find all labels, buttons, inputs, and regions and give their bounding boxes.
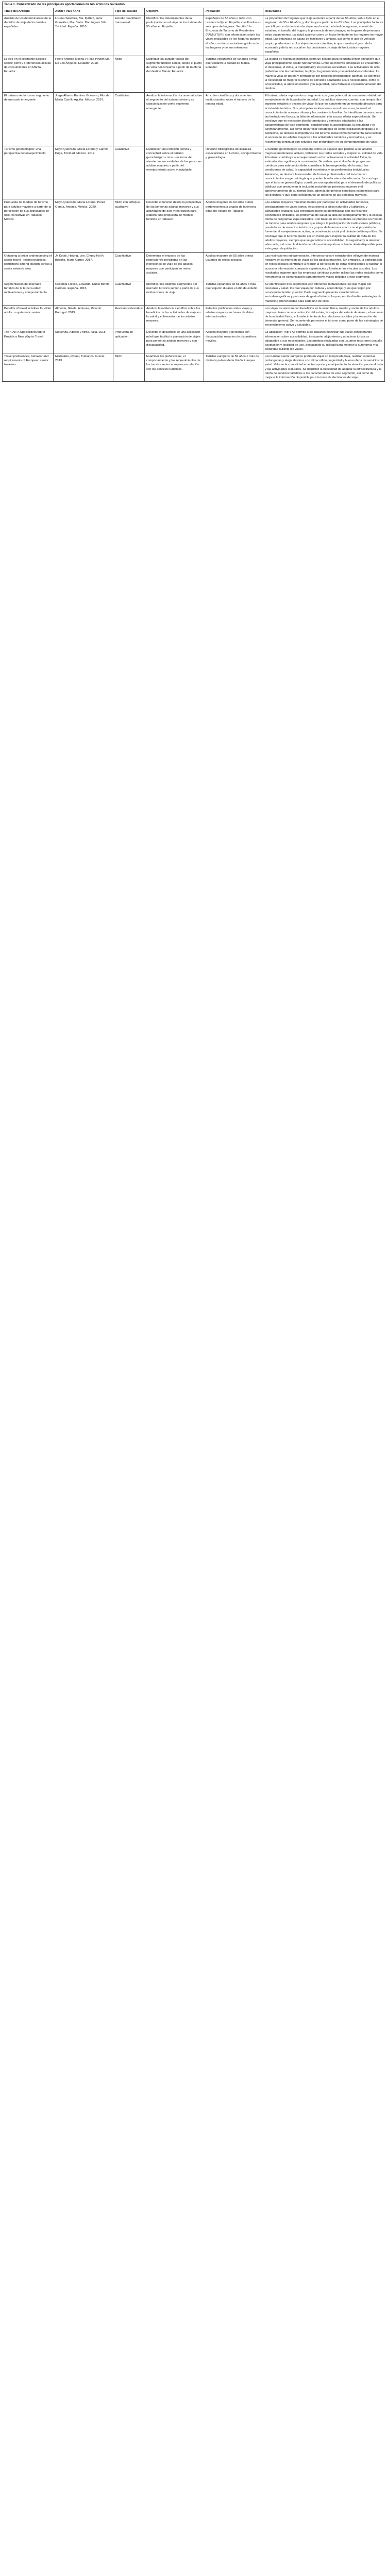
table-row	[3, 329, 385, 353]
cell-study-type: Estudio cuantitativo transversal	[113, 15, 145, 56]
cell-study-type: Cualitativo	[113, 93, 145, 146]
cell-author: Marinaikis, Rafael, Trabanco. Grecia. 2013.	[54, 353, 113, 382]
cell-objective: Analizar la información documental sobre el segmento del turismo sénior y su caracterización como segmento emergente.	[145, 93, 204, 146]
cell-results: La aplicación Trip 4 All permite a los usuarios planificar sus viajes considerando información sobre accesibilidad, transporte, alojamiento y atractivos turísticos adaptados a sus necesidades. Las pruebas realizadas con usuarios mostraron una alta aceptación y facilidad de uso, destacando su utilidad para mejorar la autonomía y la seguridad durante los viajes.	[263, 329, 385, 353]
cell-results: Los adultos mayores muestran interés por participar en actividades turísticas, principalmente en viajes cortos, excursiones a sitios naturales y culturales, y actividades grupales. Las principales barreras identificadas son los recursos económicos limitados, los problemas de salud, la falta de acompañamiento y la escasa oferta de programas especializados. Con base en los resultados se propone un modelo de turismo para adultos mayores que integra la participación de instituciones públicas, prestadores de servicios turísticos y grupos de la tercera edad, con el propósito de fomentar el envejecimiento activo, la convivencia social y el disfrute del tiempo libre. Se concluye que el turismo puede ser un medio para mejorar la calidad de vida de los adultos mayores, siempre que se garantice la accesibilidad, la seguridad y la atención adecuada, así como la difusión de información oportuna sobre la oferta disponible para este grupo de población.	[263, 199, 385, 253]
cell-study-type: Cuantitativo	[113, 281, 145, 305]
cell-title: Segmentación del mercado turístico de la tercera edad: motivaciones y comportamiento	[3, 281, 54, 305]
cell-author: Lorena Sánchez, Ma. Ibáñez, autor González, Ma. Blaás. Domínguez Vila. Trinidad. España. 2010.	[54, 15, 113, 56]
cell-population: Turistas europeos de 55 años o más de distintos países de la Unión Europea.	[204, 353, 263, 382]
cell-results: Las restricciones intrapersonales, interpersonales y estructurales influyen de manera negativa en la intención de viajar de los adultos mayores. Sin embargo, la participación en redes sociales contribuye a reducir la percepción de estas restricciones al facilitar el acceso a información, compartir experiencias y fortalecer los vínculos sociales. Los resultados sugieren que las empresas turísticas pueden utilizar las redes sociales como herramienta de comunicación para promover viajes dirigidos a este segmento.	[263, 253, 385, 281]
cell-title: Turismo gerontológico: una perspectiva del envejecimiento	[3, 146, 54, 199]
cell-results: La ciudad de Manta se identifica como un destino para el turista sénior extranjero que viaja principalmente desde Norteamérica. Entre los motivos principales se encuentran el descanso, el clima, la tranquilidad y los precios accesibles. Las actividades de ocio preferidas son las caminatas, la playa, la gastronomía y las actividades culturales. La mayoría viaja en pareja y permanece por periodos prolongados; además, se identifica la necesidad de mejorar la oferta de servicios adaptados a sus necesidades, como la accesibilidad, la atención médica y la seguridad, para fortalecer el posicionamiento del destino.	[263, 56, 385, 92]
header-objective: Objetivo	[145, 8, 204, 15]
cell-study-type: Cualitativo	[113, 146, 145, 199]
cell-title: Trip 4 All: A Specialized App to Provide a New Way to Travel	[3, 329, 54, 353]
table-caption: Tabla 1. Concentrado de las principales aportaciones de los artículos revisados.	[2, 2, 385, 8]
table-row	[3, 56, 385, 92]
cell-author: Sigüenza, Alberto y otros. Italia. 2018.	[54, 329, 113, 353]
cell-population: Estudios publicados sobre viajes y adultos mayores en bases de datos internacionales.	[204, 305, 263, 329]
cell-population: Españoles de 55 años o más, con residencia fija en España, clasificados en seis tipos de hogares. Se utilizó la Encuesta de Turismo de Residentes (FAMILITUR), con información sobre los viajes realizados de los hogares durante el año, con datos sociodemográficos de los hogares y de sus miembros.	[204, 15, 263, 56]
cell-population: Turistas extranjeros de 60 años o más que visitaron la ciudad de Manta, Ecuador.	[204, 56, 263, 92]
review-summary-table	[2, 2, 385, 382]
cell-population: Artículos científicos y documentos institucionales sobre el turismo de la tercera edad.	[204, 93, 263, 146]
cell-population: Turistas españoles de 55 años o más que viajaron durante el año de estudio.	[204, 281, 263, 305]
cell-author: Cristóbal Fresco, Eduardo, Rubio Benito, Carmen. España. 2015.	[54, 281, 113, 305]
header-results: Resultados	[263, 8, 385, 15]
cell-study-type: Mixto	[113, 353, 145, 382]
document-page	[2, 2, 384, 382]
table-row	[3, 15, 385, 56]
cell-title: Propuesta de modelo de turismo para adultos mayores a partir de la percepción de sus actividades de ocio recreativas en Tabasco, México	[3, 199, 54, 253]
cell-objective: Identificar los distintos segmentos del mercado turístico senior a partir de sus motivaciones de viaje.	[145, 281, 204, 305]
cell-results: Se identificaron tres segmentos con diferentes motivaciones: los que viajan por descanso y salud, los que viajan por cultura y aprendizaje, y los que viajan por convivencia familiar y social. Cada segmento presenta características sociodemográficas y patrones de gasto distintos, lo que permite diseñar estrategias de marketing diferenciadas para cada uno de ellos.	[263, 281, 385, 305]
cell-results: El turismo sénior representa un segmento con gran potencial de crecimiento debido al envejecimiento de la población mundial. Los adultos mayores cuentan con tiempo libre, ingresos estables y deseos de viajar, lo que los convierte en un mercado atractivo para la industria turística. Sus principales motivaciones son el descanso, la salud, el conocimiento de nuevas culturas y la convivencia familiar. Se identifican barreras como las limitaciones físicas, la falta de información y la escasa oferta especializada. Se concluye que es necesario diseñar productos y servicios adaptados a las características de este segmento, considerando la accesibilidad, la seguridad y el acompañamiento, así como desarrollar estrategias de comercialización dirigidas a él. Asimismo, se destaca la importancia del turismo social como herramienta para facilitar el acceso de los adultos mayores a las actividades turísticas y recreativas, y se recomienda continuar con estudios que profundicen en su comportamiento de viaje.	[263, 93, 385, 146]
table-row	[3, 281, 385, 305]
cell-population: Adultos mayores de 60 años o más pertenecientes a grupos de la tercera edad del estado de Tabasco.	[204, 199, 263, 253]
cell-study-type: Cuantitativo	[113, 253, 145, 281]
table-row	[3, 146, 385, 199]
cell-results: El turismo gerontológico se propone como un espacio que permite a los adultos mayores mantenerse activos, fortalecer sus redes sociales y mejorar su calidad de vida. El turismo contribuye al envejecimiento activo al favorecer la actividad física, la estimulación cognitiva y la convivencia. Se señala que el diseño de programas turísticos para este sector debe considerar la heterogeneidad de la vejez, las condiciones de salud, la capacidad económica y las preferencias individuales. Asimismo, se destaca la necesidad de formar profesionales del turismo con conocimientos en gerontología que puedan brindar atención adecuada. Se concluye que el turismo gerontológico constituye una oportunidad para el desarrollo de políticas públicas que promuevan la inclusión social de las personas mayores y el aprovechamiento de su tiempo libre, además de generar beneficios económicos para los destinos, y que debe considerarse un derecho de las personas mayores.	[263, 146, 385, 199]
cell-population: Adultos mayores de 55 años o más usuarios de redes sociales.	[204, 253, 263, 281]
cell-results: Los turistas senior europeos prefieren viajar en temporada baja, realizar estancias prolongadas y elegir destinos con clima cálido, seguridad y buena oferta de servicios de salud. Valoran la comodidad en el transporte y el alojamiento, la atención personalizada y las actividades culturales. Se identificó la necesidad de adaptar la infraestructura y la oferta de servicios turísticos a las características de este segmento, así como de mejorar la información disponible para la toma de decisiones de viaje.	[263, 353, 385, 382]
cell-study-type: Mixto	[113, 56, 145, 92]
cell-author: Jit Kotak, Hsiung, Lee, Chung Hsi Ki Bosofis, Marie Carter. 2017.	[54, 253, 113, 281]
header-title: Título del Artículo	[3, 8, 54, 15]
cell-title: Análisis de los determinantes de la decisión de viaje de los turistas españoles	[3, 15, 54, 56]
cell-results: Los viajes se asocian con beneficios en la salud física, mental y social de los adultos mayores, tales como la reducción del estrés, la mejora del estado de ánimo, el aumento de la actividad física, el fortalecimiento de las relaciones sociales y la sensación de bienestar general. Se recomienda promover el turismo como parte de las estrategias de envejecimiento activo y saludable.	[263, 305, 385, 329]
cell-author: Mayo Quevedo, María Lorena y Carrillo Puga, Trinidad. México. 2017.	[54, 146, 113, 199]
cell-population: Adultos mayores y personas con discapacidad usuarios de dispositivos móviles.	[204, 329, 263, 353]
cell-results: La proporción de hogares que viaja aumenta a partir de los 55 años, sobre todo en el segmento de 55 a 64 años, y disminuye a partir de los 65 años. Los principales factores que influyen en la decisión de viajar son la edad, el nivel de ingresos, el nivel de estudios, el tamaño del hogar y la presencia de un cónyuge; los hogares de personas solas viajan menos. La salud aparece como un factor limitante en los hogares de mayor edad. Las estancias en casas de familiares y amigos, así como el uso de vehículo propio, predominan en los viajes de este colectivo, lo que muestra el peso de la economía y de la red social en las decisiones de viaje de los turistas mayores españoles.	[263, 15, 385, 56]
table-row	[3, 353, 385, 382]
cell-study-type: Propuesta de aplicación	[113, 329, 145, 353]
cell-author: Jorge Alberto Ramírez Guerrero, Flor de María Carrillo Aguilar. México. 2019.	[54, 93, 113, 146]
cell-title: El ocio en el segmento turístico sénior: perfil y preferencias activas de consumidores en Manta, Ecuador	[3, 56, 54, 92]
cell-title: Benefits of travel activities for older adults: a systematic review	[3, 305, 54, 329]
cell-author: Almeida, Gisele, Antunes, Ricardo. Portugal. 2019.	[54, 305, 113, 329]
cell-objective: Analizar la evidencia científica sobre los beneficios de las actividades de viaje en la salud y el bienestar de los adultos mayores.	[145, 305, 204, 329]
cell-title: Travel preferences, behavior and requirements of European senior travelers	[3, 353, 54, 382]
cell-objective: Describir el turismo desde la perspectiva de las personas adultas mayores y sus actividades de ocio y recreación para elaborar una propuesta de modelo turístico en Tabasco.	[145, 199, 204, 253]
cell-objective: Distinguir las características del segmento turístico sénior, desde el punto de vista del consumo a partir de la oferta del destino Manta, Ecuador.	[145, 56, 204, 92]
cell-population: Revisión bibliográfica de literatura especializada en turismo, envejecimiento y gerontología.	[204, 146, 263, 199]
table-row	[3, 305, 385, 329]
header-author: Autor / País / Año	[54, 8, 113, 15]
cell-title: Obtaining a better understanding of senior travel - related practices: restrictions among tourism across a senior network area	[3, 253, 54, 281]
cell-author: Pedro Antonio Molina y Rosa Pinzón Ma. De Los Ángeles. Ecuador. 2018.	[54, 56, 113, 92]
cell-study-type: Mixto con enfoque cualitativo	[113, 199, 145, 253]
cell-objective: Examinar las preferencias, el comportamiento y los requerimientos de los turistas senior europeos en relación con los servicios turísticos.	[145, 353, 204, 382]
table-header-row	[3, 8, 385, 15]
cell-title: El turismo sénior como segmento de mercado emergente	[3, 93, 54, 146]
cell-objective: Describir el desarrollo de una aplicación móvil que facilita la planeación de viajes para personas adultas mayores y con discapacidad.	[145, 329, 204, 353]
cell-objective: Establecer una reflexión teórica y conceptual sobre el turismo gerontológico como una forma de atender las necesidades de las personas adultas mayores a partir del envejecimiento activo y saludable.	[145, 146, 204, 199]
cell-objective: Identificar los determinantes de la participación en el viaje de los turistas de 55 años en España.	[145, 15, 204, 56]
cell-objective: Determinar el impacto de las restricciones percibidas en las intenciones de viaje de los adultos mayores que participan en redes sociales.	[145, 253, 204, 281]
cell-author: Mayo Quevedo, María Lorena, Pérez García, Antonio. México. 2020.	[54, 199, 113, 253]
cell-study-type: Revisión sistemática	[113, 305, 145, 329]
table-row	[3, 253, 385, 281]
table-row	[3, 199, 385, 253]
header-study-type: Tipo de estudio	[113, 8, 145, 15]
table-row	[3, 93, 385, 146]
header-population: Población	[204, 8, 263, 15]
